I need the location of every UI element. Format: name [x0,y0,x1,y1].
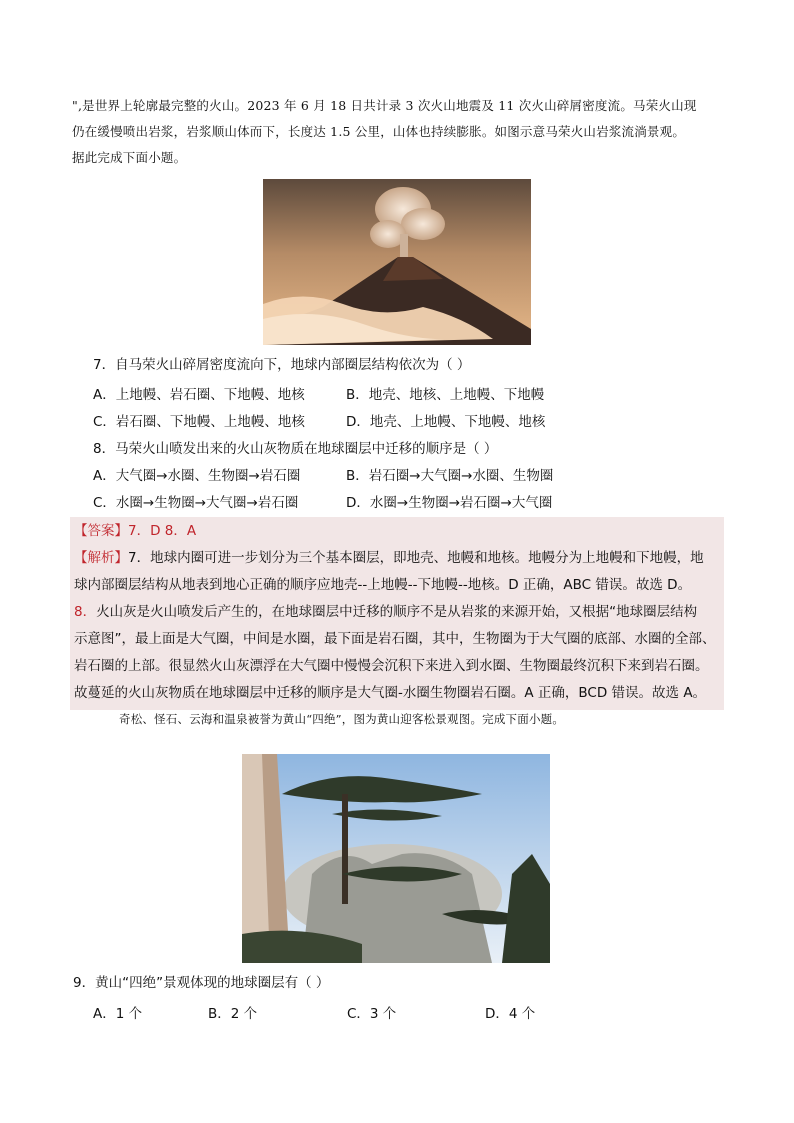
intro-line-2: 仍在缓慢喷出岩浆，岩浆顺山体而下，长度达 1.5 公里，山体也持续膨胀。如图示意马荣火山岩浆流淌景观。 [72,124,686,139]
analysis-q8-number: 8． [74,604,97,620]
answer-value: 7．D 8．A [128,523,197,539]
analysis-line-6: 故蔓延的火山灰物质在地球圈层中迁移的顺序是大气圈-水圈生物圈岩石圈。A 正确，BCD 错误。故选 A。 [74,685,707,701]
q9-option-c: C．3 个 [347,1006,397,1022]
q8-option-d: D．水圈→生物圈→岩石圈→大气圈 [346,495,553,511]
answer-line [74,518,196,545]
question-7-stem: 7．自马荣火山碎屑密度流向下，地球内部圈层结构依次为（ ） [93,357,471,373]
q7-option-a: A．上地幔、岩石圈、下地幔、地核 [93,387,305,403]
analysis-line-3 [74,599,697,626]
q9-option-a: A．1 个 [93,1006,143,1022]
analysis-text-3: 火山灰是火山喷发后产生的，在地球圈层中迁移的顺序不是从岩浆的来源开始，又根据“地球圈层结构 [96,604,698,620]
answer-label: 【答案】 [74,523,128,539]
analysis-line-5: 岩石圈的上部。很显然火山灰漂浮在大气圈中慢慢会沉积下来进入到水圈、生物圈最终沉积下来到岩石圈。 [74,658,709,674]
question-9-stem: 9．黄山“四绝”景观体现的地球圈层有（ ） [73,975,330,991]
analysis-line-1 [74,545,704,572]
q9-option-d: D．4 个 [485,1006,536,1022]
intro-line-1: ",是世界上轮廓最完整的火山。2023 年 6 月 18 日共计录 3 次火山地震及 11 次火山碎屑密度流。马荣火山现 [72,98,697,113]
volcano-photo [263,179,531,345]
question-8-stem: 8．马荣火山喷发出来的火山灰物质在地球圈层中迁移的顺序是（ ） [93,441,498,457]
analysis-label: 【解析】 [74,550,128,566]
q9-option-b: B．2 个 [208,1006,258,1022]
analysis-line-2: 球内部圈层结构从地表到地心正确的顺序应地壳--上地幔--下地幔--地核。D 正确，ABC 错误。故选 D。 [74,577,692,593]
q7-option-c: C．岩石圈、下地幔、上地幔、地核 [93,414,305,430]
q8-option-a: A．大气圈→水圈、生物圈→岩石圈 [93,468,301,484]
q7-option-d: D．地壳、上地幔、下地幔、地核 [346,414,546,430]
intro-line-3: 据此完成下面小题。 [72,150,187,165]
huangshan-stem: 奇松、怪石、云海和温泉被誉为黄山“四绝”，图为黄山迎客松景观图。完成下面小题。 [119,712,565,726]
answer-analysis-box [70,517,724,710]
q8-option-b: B．岩石圈→大气圈→水圈、生物圈 [346,468,554,484]
q7-option-b: B．地壳、地核、上地幔、下地幔 [346,387,545,403]
intro-paragraph [72,93,748,171]
analysis-line-4: 示意图”，最上面是大气圈，中间是水圈，最下面是岩石圈，其中，生物圈为于大气圈的底部、水圈的全部、 [74,631,716,647]
huangshan-pine-photo [242,754,550,963]
q8-option-c: C．水圈→生物圈→大气圈→岩石圈 [93,495,299,511]
analysis-text-1: 7．地球内圈可进一步划分为三个基本圈层，即地壳、地幔和地核。地幔分为上地幔和下地幔，地 [128,550,704,566]
